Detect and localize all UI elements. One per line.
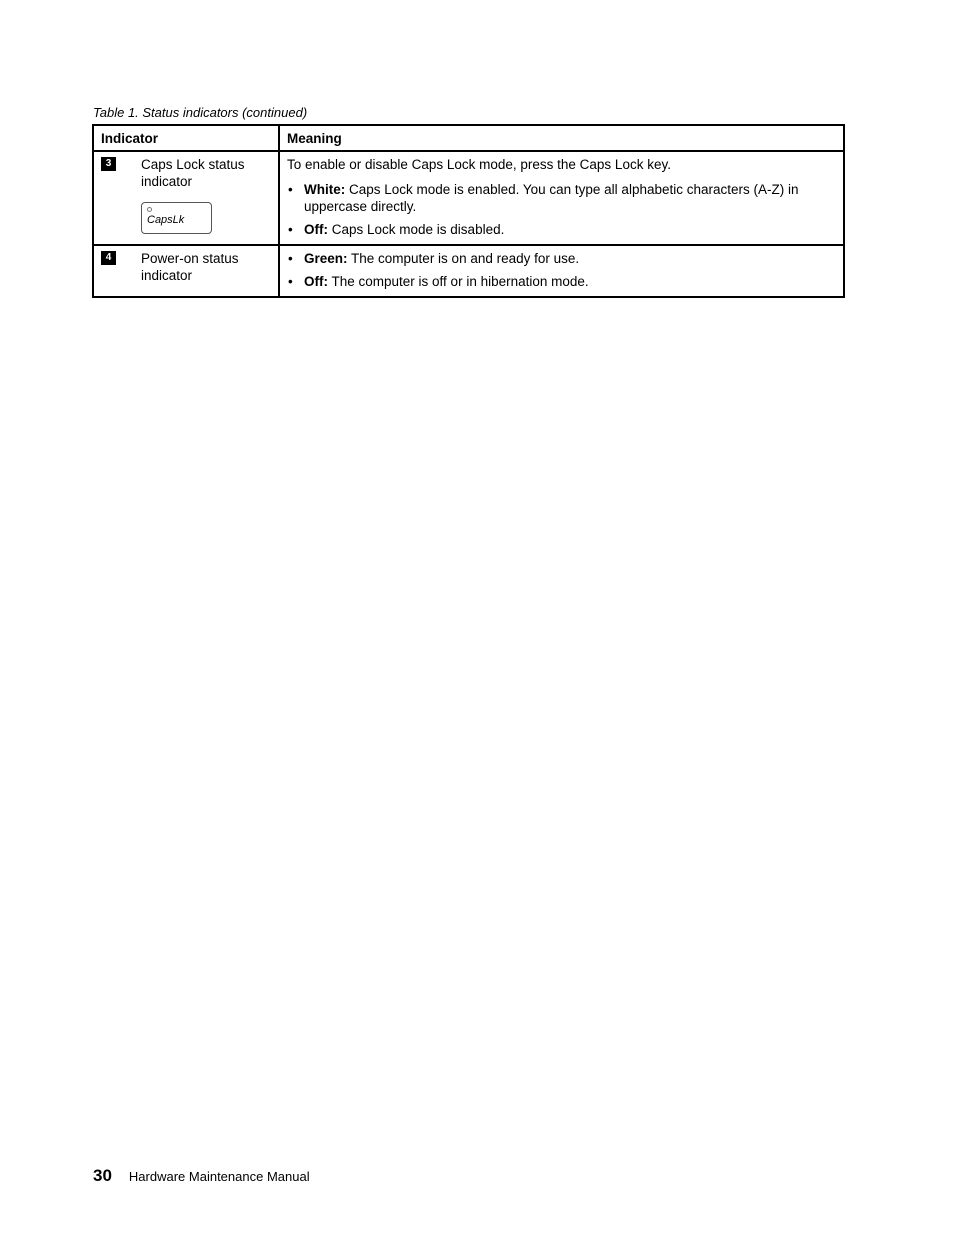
- indicator-label: Caps Lock status indicator: [141, 157, 245, 189]
- meaning-list: [287, 250, 836, 290]
- indicator-cell: [93, 245, 279, 297]
- page-footer: [93, 1166, 310, 1186]
- list-item: [287, 181, 836, 215]
- list-item: [287, 250, 836, 267]
- capslock-key-icon: [141, 202, 212, 234]
- status-description: Caps Lock mode is enabled. You can type all alphabetic characters (A-Z) in uppercase directly.: [304, 182, 799, 214]
- status-term: Green:: [304, 251, 348, 266]
- status-indicators-table: [92, 124, 845, 298]
- callout-number: 3: [101, 157, 116, 171]
- page-number: 30: [93, 1166, 112, 1185]
- status-description: The computer is off or in hibernation mode.: [328, 274, 589, 289]
- status-term: Off:: [304, 222, 328, 237]
- status-term: White:: [304, 182, 346, 197]
- callout-number: 4: [101, 251, 116, 265]
- document-title: Hardware Maintenance Manual: [128, 1169, 310, 1184]
- meaning-cell: [279, 245, 844, 297]
- list-item: [287, 273, 836, 290]
- table-row: [93, 245, 844, 297]
- status-description: Caps Lock mode is disabled.: [328, 222, 505, 237]
- meaning-list: [287, 181, 836, 238]
- key-label: CapsLk: [147, 214, 185, 226]
- status-term: Off:: [304, 274, 328, 289]
- table-row: [93, 151, 844, 245]
- list-item: [287, 221, 836, 238]
- indicator-label: Power-on status indicator: [141, 251, 239, 283]
- meaning-cell: [279, 151, 844, 245]
- table-header-row: [93, 125, 844, 151]
- indicator-cell: [93, 151, 279, 245]
- table-caption: Table 1. Status indicators (continued): [93, 105, 308, 120]
- header-meaning: Meaning: [279, 125, 844, 151]
- meaning-intro: To enable or disable Caps Lock mode, press the Caps Lock key.: [287, 157, 671, 172]
- indicator-led-icon: [147, 207, 152, 212]
- status-description: The computer is on and ready for use.: [347, 251, 580, 266]
- header-indicator: Indicator: [93, 125, 279, 151]
